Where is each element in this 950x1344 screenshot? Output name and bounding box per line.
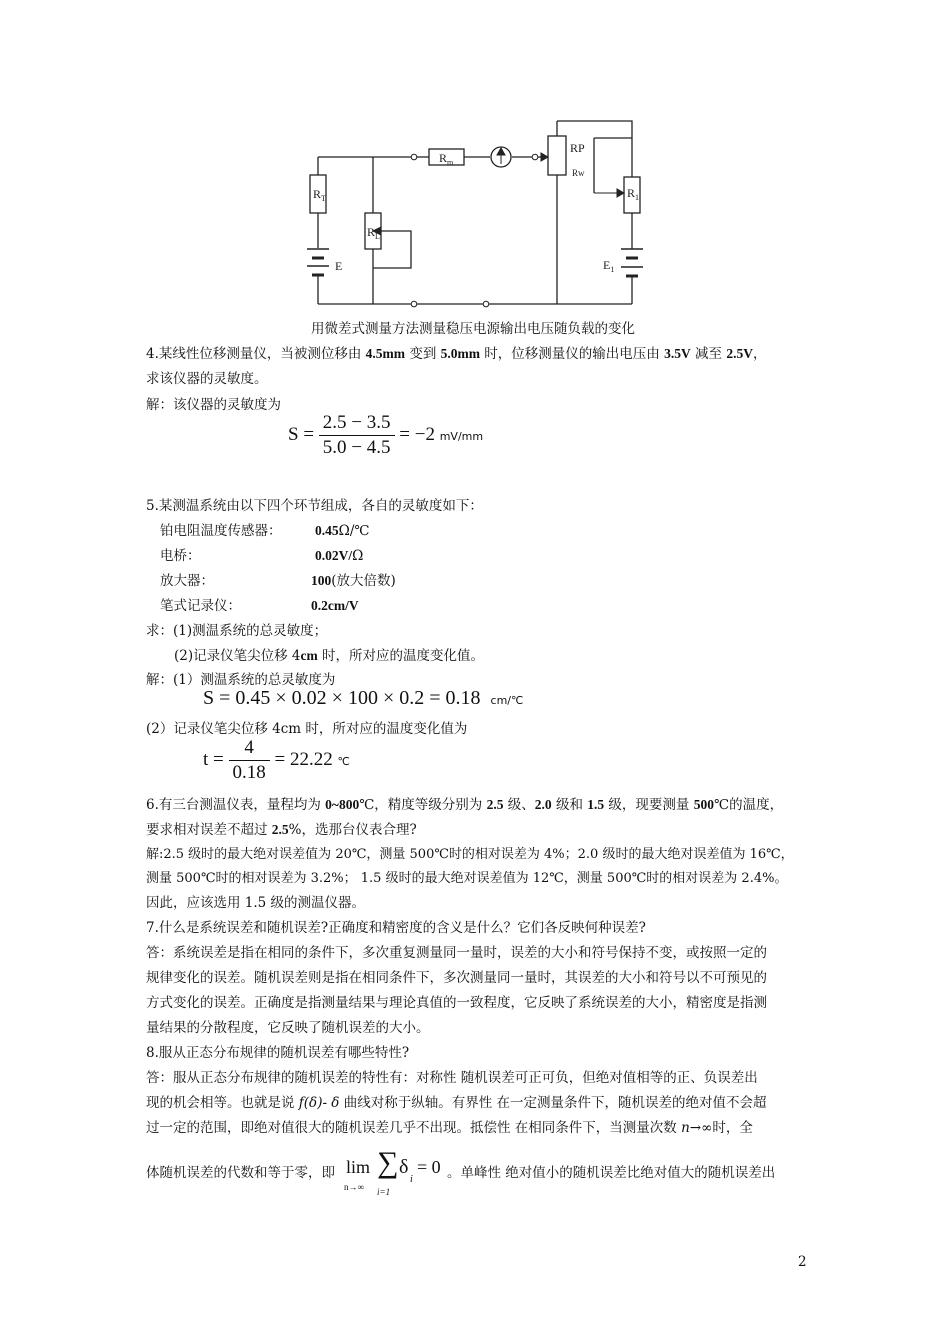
- r1-label: R: [627, 186, 636, 200]
- q4-solution: 解：该仪器的灵敏度为: [146, 397, 281, 413]
- q5-item-value: 0.45Ω/℃: [315, 523, 370, 539]
- q8-answer-line: 体随机误差的代数和等于零，即: [146, 1165, 335, 1181]
- rl-sub: L: [375, 232, 380, 241]
- rt-label: R: [313, 187, 322, 201]
- q8-answer-line: 过一定的范围，即绝对值很大的随机误差几乎不出现。抵偿性 在相同条件下，当测量次数 n→∞时，全: [146, 1120, 753, 1136]
- r1-sub: 1: [635, 193, 640, 202]
- q7-title: 7.什么是系统误差和随机误差?正确度和精密度的含义是什么？它们各反映何种误差?: [146, 920, 646, 936]
- q6-answer-line: 因此，应该选用 1.5 级的测温仪器。: [146, 895, 366, 911]
- q4-question: 4.某线性位移测量仪，当被测位移由 4.5mm 变到 5.0mm 时，位移测量仪的输出电压由 3.5V 减至 2.5V，: [146, 346, 767, 362]
- circuit-diagram: [0, 0, 950, 340]
- q7-answer-line: 量结果的分散程度，它反映了随机误差的大小。: [146, 1020, 430, 1036]
- rm-label: R: [439, 151, 448, 165]
- rt-sub: T: [321, 194, 326, 203]
- q6-answer-line: 解:2.5 级时的最大绝对误差值为 20℃，测量 500℃时的相对误差为 4%；2.0 级时的最大绝对误差值为 16℃，: [146, 847, 794, 862]
- q5-title: 5.某测温系统由以下四个环节组成，各自的灵敏度如下：: [146, 498, 483, 514]
- q8-answer-line: 答：服从正态分布规律的随机误差的特性有：对称性 随机误差可正可负，但绝对值相等的正、负误差出: [146, 1070, 758, 1086]
- q8-title: 8.服从正态分布规律的随机误差有哪些特性?: [146, 1045, 410, 1061]
- limit-sum-formula: [344, 1144, 444, 1204]
- rp-label: RP: [570, 141, 585, 155]
- q5-solution2: (2）记录仪笔尖位移 4cm 时，所对应的温度变化值为: [146, 721, 468, 737]
- q5-formula2: t = $\frac{4}{0.18}$ = 22.22 ℃: [203, 737, 350, 783]
- q4-formula: S = $\frac{2.5 - 3.5}{5.0 - 4.5}$ = −2 mV/mm: [288, 412, 484, 458]
- q5-item-value: 0.2cm/V: [311, 598, 359, 613]
- q5-ask1: 求：(1)测温系统的总灵敏度；: [146, 623, 328, 639]
- e1-label: E: [603, 258, 611, 272]
- q8-answer-line: 。单峰性 绝对值小的随机误差比绝对值大的随机误差出: [447, 1165, 776, 1181]
- q7-answer-line: 规律变化的误差。随机误差则是指在相同条件下，多次测量同一量时，其误差的大小和符号以不可预见的: [146, 970, 767, 986]
- rw-label: Rw: [572, 168, 585, 178]
- q5-item-value: 100(放大倍数): [311, 573, 396, 589]
- q5-item-name: 铂电阻温度传感器：: [160, 523, 282, 539]
- sum-index: i: [410, 1174, 413, 1185]
- q6-question-line2: 要求相对误差不超过 2.5%，选那台仪表合理?: [146, 822, 417, 838]
- lim-text: lim: [346, 1157, 371, 1177]
- sum-lower-bound: i=1: [377, 1187, 391, 1197]
- q7-answer-line: 方式变化的误差。正确度是指测量结果与理论真值的一致程度，它反映了系统误差的大小，精密度是指测: [146, 995, 767, 1011]
- rm-sub: m: [447, 158, 454, 167]
- e-label: E: [335, 259, 343, 273]
- page-number: 2: [798, 1254, 807, 1270]
- q6-question: 6.有三台测温仪表，量程均为 0~800℃，精度等级分别为 2.5 级、2.0 级和 1.5 级，现要测量 500℃的温度，: [146, 797, 784, 813]
- q4-question-line2: 求该仪器的灵敏度。: [146, 371, 268, 387]
- q5-item-name: 电桥：: [160, 548, 201, 564]
- q6-answer-line: 测量 500℃时的相对误差为 3.2%； 1.5 级时的最大绝对误差值为 12℃，测量 500℃时的相对误差为 2.4%。: [146, 871, 788, 886]
- q5-solution1: 解：(1）测温系统的总灵敏度为: [146, 672, 336, 688]
- q5-formula1: S = 0.45 × 0.02 × 100 × 0.2 = 0.18 cm/℃: [203, 687, 524, 709]
- equals-zero: = 0: [417, 1157, 441, 1177]
- lim-subscript: n→∞: [344, 1182, 364, 1192]
- svg-text:E1: [603, 258, 614, 274]
- rl-label: R: [367, 225, 376, 239]
- q5-item-name: 笔式记录仪：: [160, 598, 241, 614]
- circuit-caption: 用微差式测量方法测量稳压电源输出电压随负载的变化: [311, 321, 635, 337]
- e1-sub: 1: [610, 265, 615, 274]
- q5-item-name: 放大器：: [160, 573, 214, 589]
- q5-item-value: 0.02V/Ω: [315, 548, 364, 564]
- sigma-symbol: ∑: [377, 1146, 399, 1179]
- delta-symbol: δ: [399, 1156, 409, 1178]
- q7-answer-line: 答：系统误差是指在相同的条件下，多次重复测量同一量时，误差的大小和符号保持不变，或按照一定的: [146, 945, 767, 961]
- q5-ask2: (2)记录仪笔尖位移 4cm 时，所对应的温度变化值。: [174, 648, 485, 664]
- q8-answer-line: 现的机会相等。也就是说 f(δ)- δ 曲线对称于纵轴。有界性 在一定测量条件下，随机误差的绝对值不会超: [146, 1095, 767, 1111]
